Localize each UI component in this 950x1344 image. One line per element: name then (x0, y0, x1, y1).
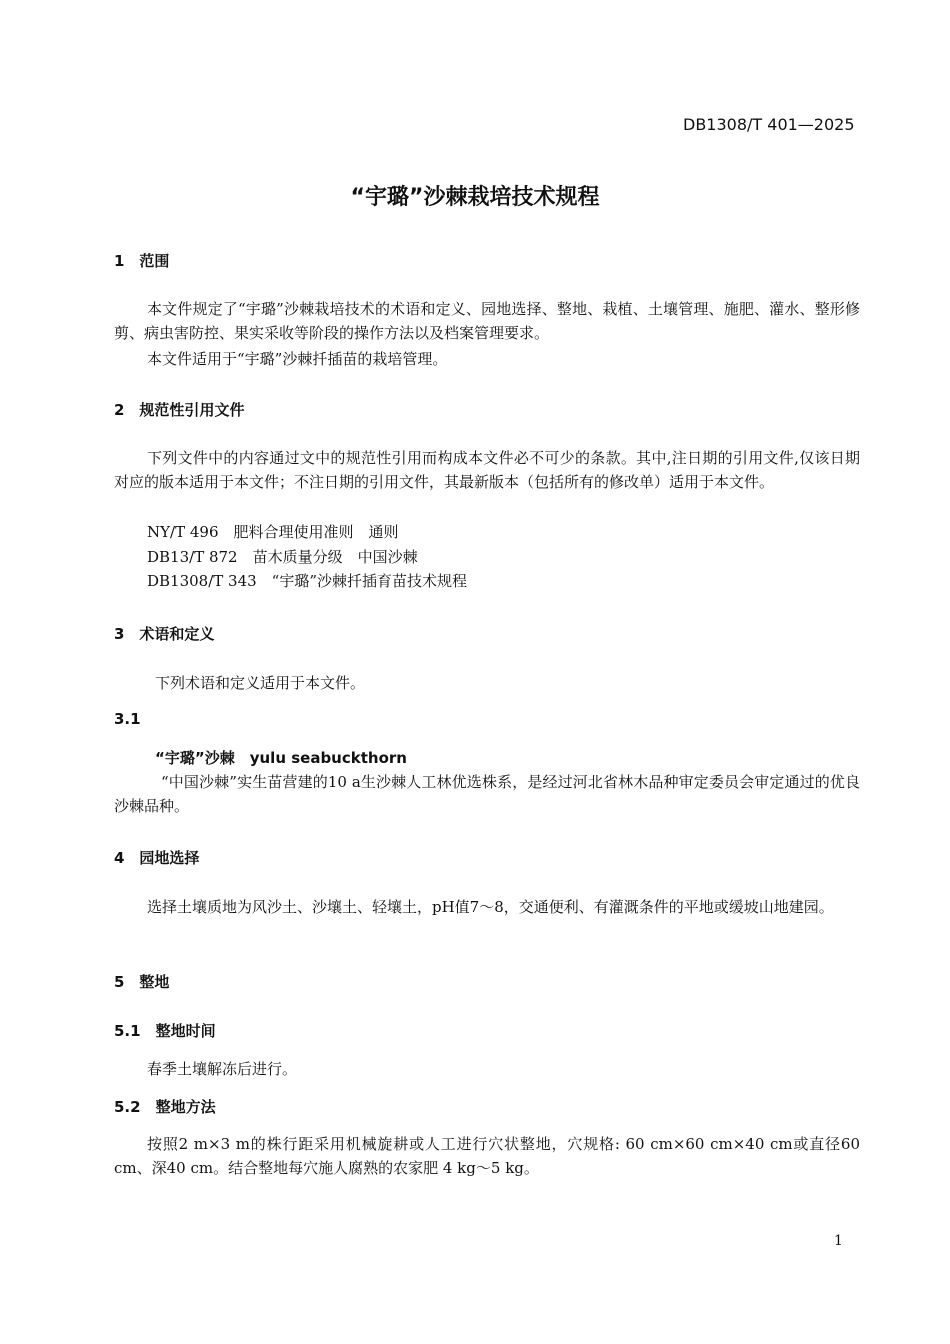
section-5-2-paragraph: 按照2 m×3 m的株行距采用机械旋耕或人工进行穴状整地，穴规格: 60 cm×60 cm×40 cm或直径60 cm、深40 cm。结合整地每穴施人腐熟的农家肥 4 kg～5 kg。 (114, 1135, 860, 1177)
section-4-heading: 4 园地选择 (114, 849, 200, 867)
section-1-paragraph-1: 本文件规定了“宇璐”沙棘栽培技术的术语和定义、园地选择、整地、栽植、土壤管理、施肥、灌水、整形修剪、病虫害防控、果实采收等阶段的操作方法以及档案管理要求。 (114, 300, 860, 342)
term-3-1-number: 3.1 (114, 710, 141, 728)
section-5-1-paragraph: 春季土壤解冻后进行。 (147, 1060, 298, 1078)
section-2-heading: 2 规范性引用文件 (114, 401, 245, 419)
section-2-paragraph-1: 下列文件中的内容通过文中的规范性引用而构成本文件必不可少的条款。其中,注日期的引用文件,仅该日期对应的版本适用于本文件；不注日期的引用文件，其最新版本（包括所有的修改单）适用于本文件。 (114, 449, 860, 491)
page-number: 1 (834, 1233, 843, 1249)
normative-reference-3: DB1308/T 343 “宇璐”沙棘扦插育苗技术规程 (147, 572, 468, 590)
section-4-paragraph-1: 选择土壤质地为风沙土、沙壤土、轻壤土，pH值7～8，交通便利、有灌溉条件的平地或缓坡山地建园。 (147, 898, 834, 916)
section-1-paragraph-2: 本文件适用于“宇璐”沙棘扦插苗的栽培管理。 (147, 350, 448, 368)
section-3-paragraph-1: 下列术语和定义适用于本文件。 (155, 674, 366, 692)
section-3-heading: 3 术语和定义 (114, 625, 215, 643)
document-title: “宇璐”沙棘栽培技术规程 (350, 185, 600, 210)
section-5-1-heading: 5.1 整地时间 (114, 1022, 216, 1040)
term-3-1-title: “宇璐”沙棘 yulu seabuckthorn (155, 749, 407, 767)
term-3-1-definition: “中国沙棘”实生苗营建的10 a生沙棘人工林优选株系，是经过河北省林木品种审定委员会审定通过的优良沙棘品种。 (114, 773, 860, 815)
section-1-heading: 1 范围 (114, 252, 170, 270)
normative-reference-1: NY/T 496 肥料合理使用准则 通则 (147, 523, 399, 541)
section-5-2-heading: 5.2 整地方法 (114, 1098, 216, 1116)
document-code: DB1308/T 401—2025 (683, 115, 855, 134)
section-5-heading: 5 整地 (114, 973, 170, 991)
normative-reference-2: DB13/T 872 苗木质量分级 中国沙棘 (147, 548, 418, 566)
